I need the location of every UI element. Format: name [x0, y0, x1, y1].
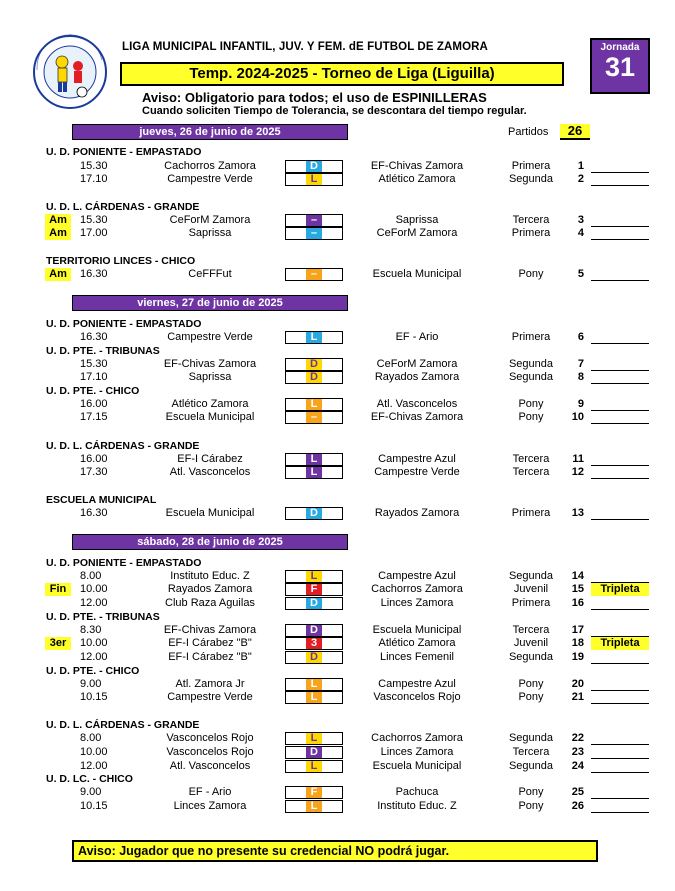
match-number: 6 [577, 331, 584, 343]
match-time: 17.10 [80, 371, 108, 383]
away-team: EF-Chivas Zamora [370, 160, 464, 172]
field-code-box [285, 453, 343, 466]
partidos-count: 26 [560, 124, 590, 140]
field-code-box [285, 678, 343, 691]
result-line [591, 383, 649, 384]
result-line [591, 423, 649, 424]
match-number: 15 [571, 583, 584, 595]
away-team: Atlético Zamora [378, 637, 456, 649]
match-time: 15.30 [80, 358, 108, 370]
category: Segunda [508, 371, 554, 383]
home-team: CeForM Zamora [169, 214, 251, 226]
league-logo [22, 30, 118, 114]
status-tag: Am [45, 268, 71, 281]
match-time: 8.30 [80, 624, 102, 636]
field-code-box [285, 466, 343, 479]
field-code: F [306, 787, 322, 798]
match-time: 10.00 [80, 746, 108, 758]
result-line [591, 798, 649, 799]
away-team: Campestre Azul [378, 453, 456, 465]
home-team: Atlético Zamora [171, 398, 249, 410]
home-team: Linces Zamora [173, 800, 247, 812]
home-team: Escuela Municipal [165, 507, 255, 519]
field-code-box [285, 732, 343, 745]
category: Primera [511, 227, 551, 239]
field-code: L [306, 679, 322, 690]
match-number: 12 [571, 466, 584, 478]
notice-tolerance: Cuando soliciten Tiempo de Tolerancia, se descontara del tiempo regular. [142, 105, 527, 117]
field-code: L [306, 467, 322, 478]
result-line [591, 663, 649, 664]
category: Pony [518, 786, 544, 798]
match-number: 17 [571, 624, 584, 636]
match-time: 17.00 [80, 227, 108, 239]
home-team: EF-Chivas Zamora [163, 624, 257, 636]
match-time: 15.30 [80, 160, 108, 172]
field-code-box [285, 786, 343, 799]
home-team: Atl. Vasconcelos [169, 760, 251, 772]
result-line [591, 226, 649, 227]
match-time: 15.30 [80, 214, 108, 226]
match-number: 22 [571, 732, 584, 744]
match-number: 23 [571, 746, 584, 758]
field-code: D [306, 598, 322, 609]
category: Primera [511, 331, 551, 343]
category: Segunda [508, 358, 554, 370]
notice-shinguards: Aviso: Obligatorio para todos; el uso de ESPINILLERAS [142, 90, 487, 105]
category: Segunda [508, 732, 554, 744]
field-code-box [285, 411, 343, 424]
field-code: D [306, 747, 322, 758]
home-team: EF-I Cárabez "B" [168, 651, 252, 663]
field-code: D [306, 625, 322, 636]
category: Tercera [512, 746, 550, 758]
result-line [591, 410, 649, 411]
field-code-box [285, 597, 343, 610]
result-line [591, 185, 649, 186]
match-number: 13 [571, 507, 584, 519]
category: Tercera [512, 624, 550, 636]
away-team: CeForM Zamora [376, 358, 458, 370]
match-time: 10.00 [80, 637, 108, 649]
field-code-box [285, 583, 343, 596]
category: Tercera [512, 453, 550, 465]
field-code: L [306, 801, 322, 812]
status-tag: Fin [45, 583, 71, 596]
category: Segunda [508, 173, 554, 185]
result-line [591, 609, 649, 610]
home-team: EF-I Cárabez "B" [168, 637, 252, 649]
field-code-box [285, 800, 343, 813]
venue-heading: U. D. L. CÁRDENAS - GRANDE [46, 201, 200, 213]
field-code: L [306, 332, 322, 343]
home-team: EF-I Cárabez [177, 453, 243, 465]
field-code: – [306, 412, 322, 423]
field-code-box [285, 358, 343, 371]
home-team: Escuela Municipal [165, 411, 255, 423]
match-number: 21 [571, 691, 584, 703]
field-code-box [285, 624, 343, 637]
field-code-box [285, 691, 343, 704]
match-time: 8.00 [80, 732, 102, 744]
away-team: Escuela Municipal [372, 268, 462, 280]
home-team: Vasconcelos Rojo [166, 746, 254, 758]
field-code: – [306, 215, 322, 226]
away-team: Atlético Zamora [378, 173, 456, 185]
field-code: L [306, 454, 322, 465]
venue-heading: U. D. L. CÁRDENAS - GRANDE [46, 719, 200, 731]
venue-heading: U. D. LC. - CHICO [46, 773, 133, 785]
result-line [591, 343, 649, 344]
match-time: 16.00 [80, 398, 108, 410]
match-number: 25 [571, 786, 584, 798]
category: Pony [518, 800, 544, 812]
field-code: F [306, 584, 322, 595]
away-team: Instituto Educ. Z [377, 800, 457, 812]
match-number: 1 [577, 160, 584, 172]
match-time: 17.10 [80, 173, 108, 185]
field-code-box [285, 651, 343, 664]
match-number: 7 [577, 358, 584, 370]
away-team: Cachorros Zamora [371, 583, 463, 595]
away-team: Vasconcelos Rojo [373, 691, 461, 703]
match-number: 11 [572, 453, 584, 465]
category: Pony [518, 398, 544, 410]
match-number: 9 [577, 398, 584, 410]
venue-heading: U. D. PONIENTE - EMPASTADO [46, 146, 202, 158]
match-time: 12.00 [80, 597, 108, 609]
field-code-box [285, 398, 343, 411]
field-code-box [285, 570, 343, 583]
away-team: Saprissa [395, 214, 439, 226]
result-line [591, 465, 649, 466]
field-code: L [306, 399, 322, 410]
venue-heading: U. D. L. CÁRDENAS - GRANDE [46, 440, 200, 452]
match-time: 12.00 [80, 651, 108, 663]
footer-notice: Aviso: Jugador que no presente su credencial NO podrá jugar. [72, 840, 598, 862]
match-number: 4 [577, 227, 584, 239]
category: Pony [518, 678, 544, 690]
field-code-box [285, 637, 343, 650]
status-tag: Am [45, 227, 71, 240]
category: Pony [518, 268, 544, 280]
home-team: Atl. Vasconcelos [169, 466, 251, 478]
match-number: 8 [577, 371, 584, 383]
home-team: Cachorros Zamora [164, 160, 256, 172]
home-team: EF - Ario [188, 786, 232, 798]
status-tag: Am [45, 214, 71, 227]
match-time: 17.30 [80, 466, 108, 478]
match-number: 3 [577, 214, 584, 226]
result-line [591, 172, 649, 173]
field-code-box [285, 173, 343, 186]
home-team: CeFFFut [188, 268, 232, 280]
field-code: D [306, 359, 322, 370]
date-bar-friday: viernes, 27 de junio de 2025 [72, 295, 348, 311]
result-line [591, 690, 649, 691]
field-code-box [285, 214, 343, 227]
field-code-box [285, 746, 343, 759]
field-code: L [306, 761, 322, 772]
field-code-box [285, 507, 343, 520]
result-line [591, 758, 649, 759]
away-team: Cachorros Zamora [371, 732, 463, 744]
match-time: 12.00 [80, 760, 108, 772]
result-line [591, 280, 649, 281]
field-code: – [306, 269, 322, 280]
match-time: 10.15 [80, 691, 108, 703]
result-line [591, 519, 649, 520]
category: Tercera [512, 466, 550, 478]
away-team: Linces Zamora [380, 597, 454, 609]
match-number: 5 [577, 268, 584, 280]
away-team: Rayados Zamora [374, 507, 460, 519]
home-team: Club Raza Aguilas [165, 597, 255, 609]
match-time: 10.15 [80, 800, 108, 812]
status-tag: 3er [45, 637, 71, 650]
home-team: Campestre Verde [167, 331, 253, 343]
jornada-number: 31 [604, 52, 636, 82]
result-line [591, 812, 649, 813]
field-code-box [285, 160, 343, 173]
category: Pony [518, 411, 544, 423]
category: Pony [518, 691, 544, 703]
away-team: EF - Ario [395, 331, 439, 343]
field-code: D [306, 161, 322, 172]
org-title: LIGA MUNICIPAL INFANTIL, JUV. Y FEM. dE FUTBOL DE ZAMORA [122, 41, 488, 53]
match-time: 9.00 [80, 678, 102, 690]
category: Segunda [508, 570, 554, 582]
partidos-label: Partidos [508, 126, 549, 138]
result-line [591, 239, 649, 240]
venue-heading: U. D. PTE. - TRIBUNAS [46, 345, 160, 357]
match-number: 24 [571, 760, 584, 772]
field-code: L [306, 733, 322, 744]
match-number: 2 [577, 173, 584, 185]
home-team: Rayados Zamora [167, 583, 253, 595]
home-team: Saprissa [188, 371, 232, 383]
home-team: Atl. Zamora Jr [175, 678, 245, 690]
home-team: Vasconcelos Rojo [166, 732, 254, 744]
home-team: Instituto Educ. Z [170, 570, 250, 582]
away-team: Escuela Municipal [372, 624, 462, 636]
field-code: L [306, 571, 322, 582]
match-number: 16 [571, 597, 584, 609]
jornada-badge [590, 38, 650, 94]
away-team: CeForM Zamora [376, 227, 458, 239]
match-number: 19 [571, 651, 584, 663]
category: Primera [511, 160, 551, 172]
away-team: Escuela Municipal [372, 760, 462, 772]
category: Juvenil [513, 583, 549, 595]
result-line [591, 370, 649, 371]
date-bar-saturday: sábado, 28 de junio de 2025 [72, 534, 348, 550]
home-team: Campestre Verde [167, 173, 253, 185]
venue-heading: U. D. PTE. - CHICO [46, 385, 140, 397]
field-code: 3 [306, 638, 322, 649]
result-line [591, 744, 649, 745]
match-time: 16.30 [80, 331, 108, 343]
category: Tercera [512, 214, 550, 226]
match-time: 10.00 [80, 583, 108, 595]
field-code: – [306, 228, 322, 239]
field-code-box [285, 268, 343, 281]
category: Primera [511, 507, 551, 519]
home-team: Saprissa [188, 227, 232, 239]
season-title: Temp. 2024-2025 - Torneo de Liga (Liguilla) [120, 62, 564, 86]
result-line [591, 772, 649, 773]
match-time: 8.00 [80, 570, 102, 582]
away-team: Atl. Vasconcelos [376, 398, 458, 410]
category: Juvenil [513, 637, 549, 649]
match-number: 20 [571, 678, 584, 690]
jornada-label: Jornada [600, 42, 640, 53]
match-time: 17.15 [80, 411, 108, 423]
away-team: EF-Chivas Zamora [370, 411, 464, 423]
tripleta-tag: Tripleta [591, 583, 649, 596]
field-code-box [285, 331, 343, 344]
match-number: 26 [571, 800, 584, 812]
field-code-box [285, 227, 343, 240]
venue-heading: TERRITORIO LINCES - CHICO [46, 255, 196, 267]
venue-heading: U. D. PONIENTE - EMPASTADO [46, 318, 202, 330]
field-code: D [306, 508, 322, 519]
home-team: EF-Chivas Zamora [163, 358, 257, 370]
field-code-box [285, 760, 343, 773]
category: Primera [511, 597, 551, 609]
field-code: D [306, 652, 322, 663]
category: Segunda [508, 760, 554, 772]
match-number: 10 [571, 411, 584, 423]
away-team: Campestre Azul [378, 570, 456, 582]
match-time: 16.00 [80, 453, 108, 465]
away-team: Linces Femenil [380, 651, 454, 663]
match-number: 18 [571, 637, 584, 649]
match-time: 16.30 [80, 507, 108, 519]
away-team: Pachuca [395, 786, 439, 798]
home-team: Campestre Verde [167, 691, 253, 703]
result-line [591, 703, 649, 704]
category: Segunda [508, 651, 554, 663]
venue-heading: U. D. PTE. - CHICO [46, 665, 140, 677]
away-team: Campestre Verde [374, 466, 460, 478]
venue-heading: U. D. PTE. - TRIBUNAS [46, 611, 160, 623]
away-team: Rayados Zamora [374, 371, 460, 383]
match-number: 14 [571, 570, 584, 582]
field-code: L [306, 174, 322, 185]
field-code: L [306, 692, 322, 703]
tripleta-tag: Tripleta [591, 637, 649, 650]
field-code-box [285, 371, 343, 384]
match-time: 16.30 [80, 268, 108, 280]
venue-heading: ESCUELA MUNICIPAL [46, 494, 157, 506]
away-team: Linces Zamora [380, 746, 454, 758]
field-code: D [306, 372, 322, 383]
date-bar-thursday: jueves, 26 de junio de 2025 [72, 124, 348, 140]
result-line [591, 478, 649, 479]
away-team: Campestre Azul [378, 678, 456, 690]
venue-heading: U. D. PONIENTE - EMPASTADO [46, 557, 202, 569]
match-time: 9.00 [80, 786, 102, 798]
